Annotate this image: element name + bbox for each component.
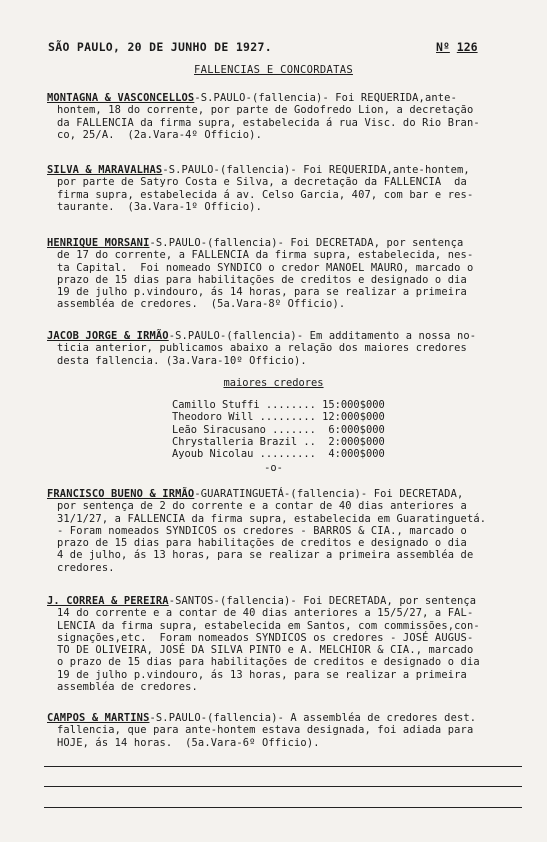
entry-head: JACOB JORGE & IRMÃO <box>47 330 169 342</box>
divider-rule <box>44 786 522 787</box>
entry-campos <box>47 712 517 749</box>
entry-line: ticia anterior, publicamos abaixo a relação dos maiores credores <box>57 342 467 355</box>
entry-line: 31/1/27, a FALLENCIA da firma supra, estabelecida em Guaratinguetá. <box>57 512 487 525</box>
creditor-row <box>172 411 385 423</box>
entry-head: J. CORREA & PEREIRA <box>47 595 169 607</box>
entry-line: prazo de 15 dias para habilitações de creditos e designado o dia <box>57 537 467 550</box>
creditor-row <box>172 448 385 460</box>
creditor-amount: 4:000$000 <box>328 448 385 461</box>
bulletin-date: SÃO PAULO, 20 DE JUNHO DE 1927. <box>48 40 272 54</box>
entry-line: TO DE OLIVEIRA, JOSÉ DA SILVA PINTO e A. MELCHIOR & CIA., marcado <box>57 644 474 657</box>
entry-line: -S.PAULO-(fallencia)- Foi REQUERIDA,ante- <box>194 92 457 104</box>
entry-line: desta fallencia. (3a.Vara-10º Officio). <box>57 354 307 367</box>
entry-line: signações,etc. Foram nomeados SYNDICOS os credores - JOSÉ AUGUS- <box>57 631 474 644</box>
entry-silva <box>47 164 517 213</box>
entry-morsani <box>47 237 517 311</box>
entry-line: -S.PAULO-(fallencia)- Foi REQUERIDA,ante-hontem, <box>162 164 470 176</box>
creditors-title <box>0 377 547 389</box>
entry-line: - Foram nomeados SYNDICOS os credores - BARROS & CIA., marcado o <box>57 524 467 537</box>
entry-line: ta Capital. Foi nomeado SYNDICO o credor MANOEL MAURO, marcado o <box>57 261 474 274</box>
entry-line: -GUARATINGUETÁ-(fallencia)- Foi DECRETADA, <box>194 488 464 500</box>
entry-line: da FALLENCIA da firma supra, estabelecida á rua Visc. do Rio Bran- <box>57 116 480 129</box>
entry-bueno <box>47 488 517 574</box>
entry-line: prazo de 15 dias para habilitações de creditos e designado o dia <box>57 273 467 286</box>
creditor-row <box>172 436 385 448</box>
entry-line: 19 de julho p.vindouro, ás 14 horas, para se realizar a primeira <box>57 286 467 299</box>
entry-line: -SANTOS-(fallencia)- Foi DECRETADA, por sentença <box>168 595 477 607</box>
entry-head: CAMPOS & MARTINS <box>47 712 150 724</box>
entry-line: por parte de Satyro Costa e Silva, a decretação da FALLENCIA da <box>57 176 467 189</box>
section-separator: -o- <box>264 462 283 474</box>
entry-head: MONTAGNA & VASCONCELLOS <box>47 92 195 104</box>
entry-line: 19 de julho p.vindouro, ás 13 horas, para se realizar a primeira <box>57 668 467 681</box>
entry-line: 4 de julho, ás 13 horas, para se realizar a primeira assembléa de <box>57 549 474 562</box>
page-title <box>0 64 547 76</box>
number-label: Nº <box>436 40 450 54</box>
page-title-text: FALLENCIAS E CONCORDATAS <box>194 64 353 76</box>
entry-line: -S.PAULO-(fallencia)- A assembléa de credores dest. <box>149 712 477 724</box>
creditor-name: Ayoub Nicolau ......... <box>172 448 316 461</box>
entry-line: por sentença de 2 do corrente e a contar de 40 dias anteriores a <box>57 500 467 513</box>
entry-line: o prazo de 15 dias para habilitações de creditos e designado o dia <box>57 656 480 669</box>
entry-correa <box>47 595 517 693</box>
entry-line: assembléa de credores. (5a.Vara-8º Officio). <box>57 298 346 311</box>
creditor-name: Chrystalleria Brazil .. <box>172 435 316 448</box>
entry-head: HENRIQUE MORSANI <box>47 237 150 249</box>
entry-line: -S.PAULO-(fallencia)- Foi DECRETADA, por sentença <box>149 237 464 249</box>
entry-jacob <box>47 330 517 367</box>
entry-head: FRANCISCO BUENO & IRMÃO <box>47 488 195 500</box>
entry-line: credores. <box>57 561 115 574</box>
divider-rule <box>44 766 522 767</box>
entry-line: LENCIA da firma supra, estabelecida em Santos, com commissões,con- <box>57 619 480 632</box>
entry-montagna <box>47 92 517 141</box>
entry-head: SILVA & MARAVALHAS <box>47 164 163 176</box>
creditors-title-text: maiores credores <box>223 377 324 389</box>
entry-line: hontem, 18 do corrente, por parte de Godofredo Lion, a decretação <box>57 104 474 117</box>
entry-line: assembléa de credores. <box>57 681 198 694</box>
entry-line: taurante. (3a.Vara-1º Officio). <box>57 200 262 213</box>
creditor-row <box>172 399 385 411</box>
creditor-amount: 6:000$000 <box>328 423 385 436</box>
divider-rule <box>44 807 522 808</box>
entry-line: HOJE, ás 14 horas. (5a.Vara-6º Officio). <box>57 736 320 749</box>
creditor-amount: 12:000$000 <box>322 411 385 424</box>
entry-line: de 17 do corrente, a FALLENCIA da firma supra, estabelecida, nes- <box>57 249 474 262</box>
creditor-name: Leão Siracusano ....... <box>172 423 316 436</box>
number-value: 126 <box>456 40 478 54</box>
creditor-amount: 15:000$000 <box>322 399 385 411</box>
entry-line: -S.PAULO-(fallencia)- Em additamento a nossa no- <box>168 330 477 342</box>
creditor-row <box>172 424 385 436</box>
creditor-name: Camillo Stuffi ........ <box>172 399 316 411</box>
creditor-name: Theodoro Will ......... <box>172 411 316 424</box>
creditors-list <box>172 399 385 460</box>
entry-line: co, 25/A. (2a.Vara-4º Officio). <box>57 128 262 141</box>
entry-line: fallencia, que para ante-hontem estava designada, foi adiada para <box>57 724 474 737</box>
creditor-amount: 2:000$000 <box>328 435 385 448</box>
entry-line: 14 do corrente e a contar de 40 dias anteriores a 15/5/27, a FAL- <box>57 607 474 620</box>
entry-line: firma supra, estabelecida á av. Celso Garcia, 407, com bar e res- <box>57 188 474 201</box>
bulletin-number <box>436 40 478 54</box>
